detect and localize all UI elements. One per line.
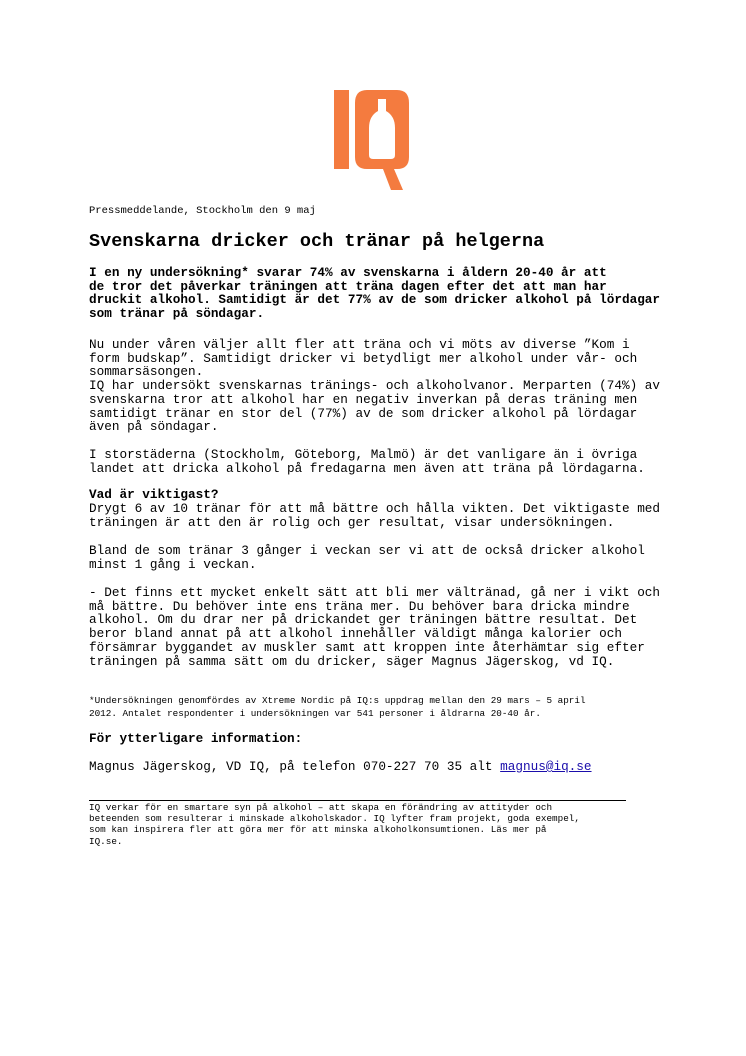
- importance-paragraph: Drygt 6 av 10 tränar för att må bättre och hålla vikten. Det viktigaste med träningen är att den är rolig och ger resultat, visar undersökningen.: [89, 501, 661, 530]
- weekly-paragraph: Bland de som tränar 3 gånger i veckan ser vi att de också dricker alkohol minst 1 gång i veckan.: [89, 543, 645, 572]
- iq-logo: [334, 86, 410, 194]
- contact-text: Magnus Jägerskog, VD IQ, på telefon 070-227 70 35 alt: [89, 759, 501, 774]
- logo-letter-i: [334, 90, 349, 169]
- dateline: Pressmeddelande, Stockholm den 9 maj: [89, 205, 316, 217]
- headline: Svenskarna dricker och tränar på helgerna: [89, 231, 545, 252]
- cities-paragraph: I storstäderna (Stockholm, Göteborg, Malmö) är det vanligare än i övriga landet att dricka alkohol på fredagarna men även att träna på lördagarna.: [89, 447, 645, 476]
- footer-divider: [89, 800, 626, 801]
- quote-paragraph: - Det finns ett mycket enkelt sätt att bli mer vältränad, gå ner i vikt och må bättre. Du behöver inte ens träna mer. Du behöver bara dricka mindre alkohol. Om du drar ner på drickandet ger träningen bättre resultat. Det beror bland annat på att alkohol innehåller väldigt många kalorier och försämrar byggandet av muskler samt att kroppen inte återhämtar sig efter träningen på samma sätt om du dricker, säger Magnus Jägerskog, vd IQ.: [89, 585, 661, 669]
- about-iq: IQ verkar för en smartare syn på alkohol – att skapa en förändring av attityder och beteenden som resulterar i minskade alkoholskador. IQ lyfter fram projekt, goda exempel, som kan inspirera fler att göra mer för att minska alkoholkonsumtionen. Läs mer på IQ.se.: [89, 802, 580, 847]
- intro-paragraph: Nu under våren väljer allt fler att träna och vi möts av diverse ”Kom i form budskap”. Samtidigt dricker vi betydligt mer alkohol under vår- och sommarsäsongen. IQ har undersökt svenskarnas tränings- och alkoholvanor. Merparten (74%) av svenskarna tror att alkohol har en negativ inverkan på deras träning men samtidigt tränar en stor del (77%) av de som dricker alkohol på lördagar även på söndagar.: [89, 337, 661, 435]
- email-link[interactable]: magnus@iq.se: [500, 759, 592, 774]
- logo-letter-q-bottle-icon: [355, 90, 409, 190]
- lead-paragraph: I en ny undersökning* svarar 74% av svenskarna i åldern 20-40 år att de tror det påverkar träningen att träna dagen efter det att man har druckit alkohol. Samtidigt är det 77% av de som dricker alkohol på lördagar som tränar på söndagar.: [89, 265, 661, 322]
- subheading: Vad är viktigast?: [89, 487, 219, 502]
- survey-footnote: *Undersökningen genomfördes av Xtreme Nordic på IQ:s uppdrag mellan den 29 mars – 5 april 2012. Antalet respondenter i undersökningen var 541 personer i åldrarna 20-40 år.: [89, 695, 586, 719]
- contact-line: [89, 760, 592, 774]
- contact-heading: För ytterligare information:: [89, 731, 303, 746]
